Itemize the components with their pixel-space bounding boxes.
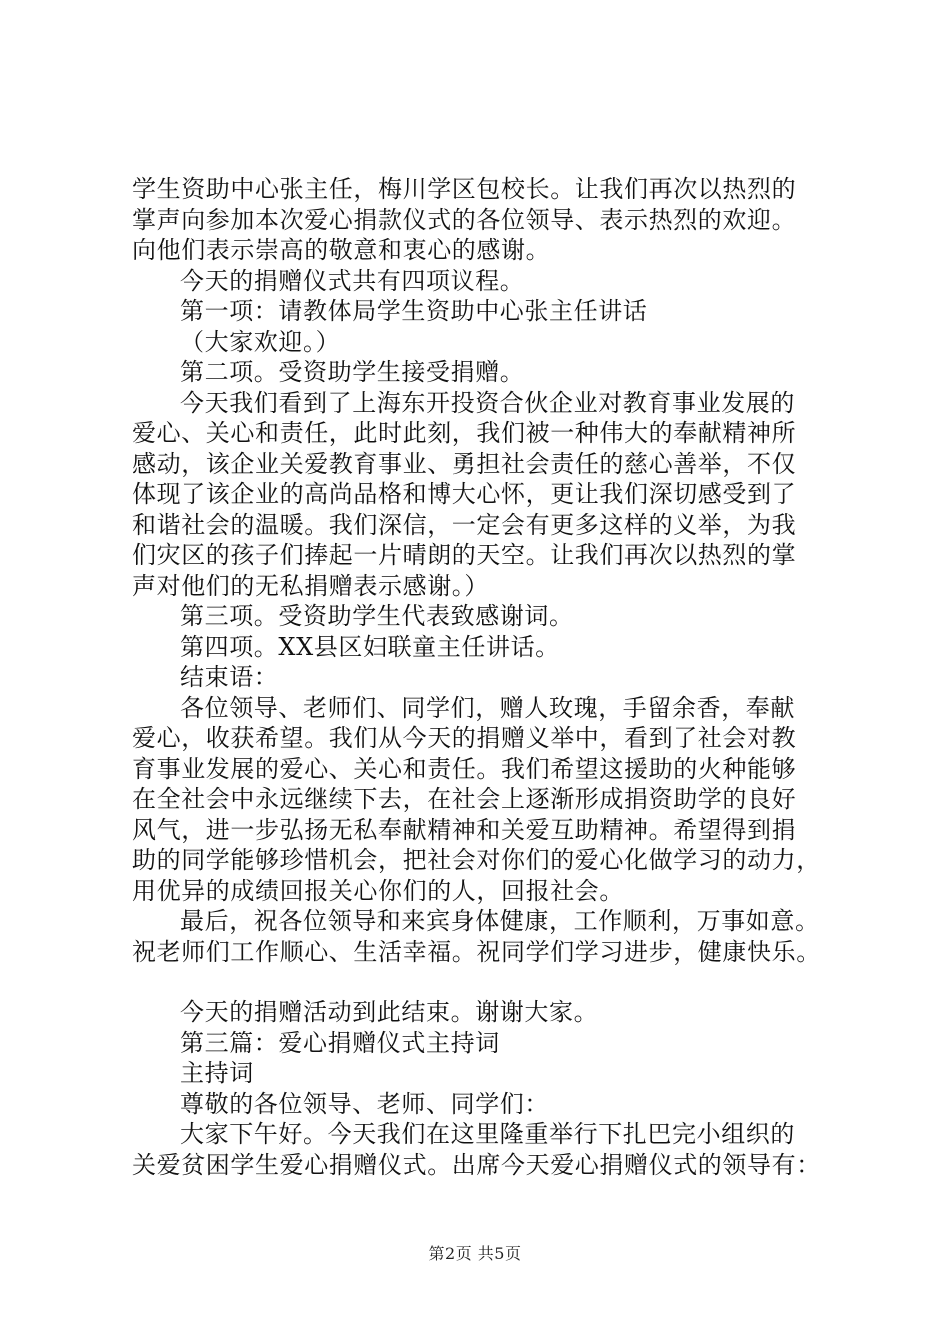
text-line: 爱心、关心和责任，此时此刻，我们被一种伟大的奉献精神所 [132,419,797,447]
text-line: 尊敬的各位领导、老师、同学们： [180,1089,549,1118]
text-line: 感动，该企业关爱教育事业、勇担社会责任的慈心善举，不仅 [132,449,797,478]
text-line: 们灾区的孩子们捧起一片晴朗的天空。让我们再次以热烈的掌 [132,541,797,569]
text-line: 风气，进一步弘扬无私奉献精神和关爱互助精神。希望得到捐 [132,815,797,844]
text-line: 结束语： [180,663,279,691]
text-line: 掌声向参加本次爱心捐款仪式的各位领导、表示热烈的欢迎。 [132,205,797,234]
text-line: 第三项。受资助学生代表致感谢词。 [180,602,574,630]
text-line: 体现了该企业的高尚品格和博大心怀，更让我们深切感受到了 [132,480,797,508]
text-line: 在全社会中永远继续下去，在社会上逐渐形成捐资助学的良好 [132,785,797,813]
text-line: 向他们表示崇高的敬意和衷心的感谢。 [132,236,551,264]
text-line: 第四项。XX县区妇联童主任讲话。 [180,632,560,661]
text-line: 声对他们的无私捐赠表示感谢。） [132,571,489,600]
text-line: 今天我们看到了上海东开投资合伙企业对教育事业发展的 [180,388,795,417]
text-line: 最后，祝各位领导和来宾身体健康，工作顺利，万事如意。 [180,907,820,935]
document-body [132,174,832,1180]
text-line: 育事业发展的爱心、关心和责任。我们希望这援助的火种能够 [132,754,797,783]
text-line: 今天的捐赠活动到此结束。谢谢大家。 [180,998,599,1026]
text-line: 助的同学能够珍惜机会，把社会对你们的爱心化做学习的动力， [132,846,821,874]
text-line: 爱心，收获希望。我们从今天的捐赠义举中，看到了社会对教 [132,724,797,752]
page-number-footer: 第2页 共5页 [428,1244,522,1263]
text-line: 各位领导、老师们、同学们，赠人玫瑰，手留余香，奉献 [180,693,795,722]
blank-line [132,967,832,997]
text-line: 第三篇：爱心捐赠仪式主持词 [180,1028,500,1057]
text-line: 第二项。受资助学生接受捐赠。 [180,358,525,386]
text-line: 用优异的成绩回报关心你们的人，回报社会。 [132,876,624,905]
text-line: 祝老师们工作顺心、生活幸福。祝同学们学习进步，健康快乐。 [132,937,821,966]
text-line: 主持词 [180,1059,254,1087]
text-line: （大家欢迎。） [180,327,341,356]
text-line: 和谐社会的温暖。我们深信，一定会有更多这样的义举，为我 [132,510,797,539]
text-line: 今天的捐赠仪式共有四项议程。 [180,266,525,295]
text-line: 大家下午好。今天我们在这里隆重举行下扎巴完小组织的 [180,1120,795,1148]
text-line: 关爱贫困学生爱心捐赠仪式。出席今天爱心捐赠仪式的领导有： [132,1150,821,1179]
text-line: 学生资助中心张主任，梅川学区包校长。让我们再次以热烈的 [132,175,797,203]
text-line: 第一项：请教体局学生资助中心张主任讲话 [180,297,648,325]
